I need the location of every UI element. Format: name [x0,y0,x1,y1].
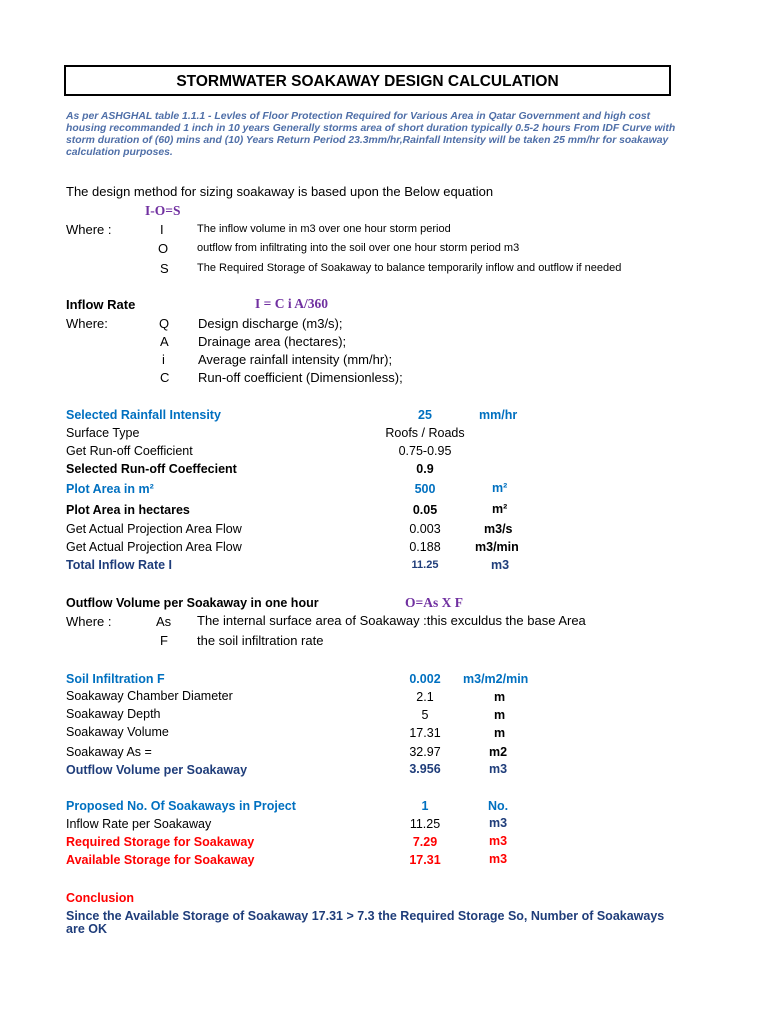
outflow-var-description: the soil infiltration rate [197,633,324,648]
inflow-equation: I = C i A/360 [255,296,328,311]
inflow-var-symbol: C [160,370,170,385]
conclusion-text: Since the Available Storage of Soakaway 17.31 > 7.3 the Required Storage So, Number of Soakaways are OK [66,909,665,936]
calc-value-proposed-soakaways: 1 [421,799,429,813]
calc-value-rainfall-intensity: 25 [418,408,432,422]
calc-unit-soakaway-as: m2 [489,745,508,759]
calc-unit-available-storage: m3 [489,852,508,866]
outflow-var-symbol: As [156,614,172,629]
calc-label-runoff-coefficient: Get Run-off Coefficient [66,444,193,458]
calc-label-total-inflow: Total Inflow Rate I [66,558,173,572]
outflow-label: Outflow Volume per Soakaway in one hour [66,596,319,610]
calc-label-plot-area-m2: Plot Area in m² [66,482,154,496]
calc-label-surface-type: Surface Type [66,426,140,440]
calc-label-projection-flow-s: Get Actual Projection Area Flow [66,522,242,536]
outflow-where-label: Where : [66,614,112,629]
calc-label-soakaway-as: Soakaway As = [66,745,152,759]
calc-value-soil-infiltration: 0.002 [409,672,441,686]
calc-value-inflow-per-soakaway: 11.25 [409,817,441,831]
calc-value-chamber-diameter: 2.1 [416,690,434,704]
calc-unit-soakaway-volume: m [494,726,506,740]
calc-value-soakaway-volume: 17.31 [409,726,441,740]
inflow-var-description: Run-off coefficient (Dimensionless); [198,370,403,385]
inflow-var-symbol: i [162,352,165,367]
inflow-var-description: Design discharge (m3/s); [198,316,343,331]
calc-label-rainfall-intensity: Selected Rainfall Intensity [66,408,221,422]
calc-value-required-storage: 7.29 [412,835,438,849]
calc-unit-outflow-volume: m3 [489,762,508,776]
calc-label-selected-runoff: Selected Run-off Coeffecient [66,462,237,476]
inflow-var-description: Average rainfall intensity (mm/hr); [198,352,393,367]
calc-label-soil-infiltration: Soil Infiltration F [66,672,165,686]
calc-unit-plot-area-m2: m² [492,481,508,495]
method-where-label: Where : [66,222,112,237]
calc-label-available-storage: Available Storage for Soakaway [66,853,255,867]
calc-value-runoff-coefficient: 0.75-0.95 [398,444,452,458]
method-var-symbol: O [158,241,169,256]
calc-label-required-storage: Required Storage for Soakaway [66,835,255,849]
calc-value-total-inflow: 11.25 [411,559,439,571]
calc-value-available-storage: 17.31 [409,853,441,867]
method-var-symbol: S [160,261,169,276]
calc-unit-required-storage: m3 [489,834,508,848]
calc-unit-projection-flow-s: m3/s [484,522,513,536]
calc-unit-rainfall-intensity: mm/hr [479,408,518,422]
calc-value-projection-flow-min: 0.188 [409,540,441,554]
method-var-description: The inflow volume in m3 over one hour storm period [197,223,451,235]
outflow-var-symbol: F [160,633,168,648]
calc-unit-projection-flow-min: m3/min [475,540,519,554]
calc-value-soakaway-as: 32.97 [409,745,441,759]
calc-value-soakaway-depth: 5 [421,708,429,722]
calc-label-inflow-per-soakaway: Inflow Rate per Soakaway [66,817,212,831]
calc-unit-soil-infiltration: m3/m2/min [463,672,529,686]
page-title: STORMWATER SOAKAWAY DESIGN CALCULATION [64,65,671,96]
calc-value-plot-area-hectares: 0.05 [412,503,438,517]
calc-label-projection-flow-min: Get Actual Projection Area Flow [66,540,242,554]
calc-label-proposed-soakaways: Proposed No. Of Soakaways in Project [66,799,296,813]
outflow-equation: O=As X F [405,595,463,610]
calc-unit-chamber-diameter: m [494,690,506,704]
calc-unit-plot-area-hectares: m² [492,502,508,516]
calc-label-soakaway-depth: Soakaway Depth [66,707,161,721]
inflow-where-label: Where: [66,316,108,331]
calc-value-surface-type: Roofs / Roads [385,426,465,440]
calc-value-projection-flow-s: 0.003 [409,522,441,536]
intro-paragraph: As per ASHGHAL table 1.1.1 - Levles of Floor Protection Required for Various Area in Qatar Government and high cost housing recommanded 1 inch in 10 years Generally storms area of short duration typically 0.5-2 hours From IDF Curve with storm duration of (60) mins and (10) Years Return Period 23.3mm/hr,Rainfall Intensity will be taken 25 mm/hr for soakaway calculation purposes. [66,111,676,158]
calc-unit-total-inflow: m3 [491,558,510,572]
calc-label-plot-area-hectares: Plot Area in hectares [66,503,190,517]
calc-value-selected-runoff: 0.9 [416,462,434,476]
outflow-var-description: The internal surface area of Soakaway :this exculdus the base Area [197,613,586,628]
method-equation: I-O=S [145,203,181,218]
method-var-description: outflow from infiltrating into the soil over one hour storm period m3 [197,242,520,254]
inflow-var-symbol: Q [159,316,170,331]
method-heading: The design method for sizing soakaway is based upon the Below equation [66,184,494,199]
method-var-symbol: I [160,222,164,237]
calc-label-chamber-diameter: Soakaway Chamber Diameter [66,689,233,703]
inflow-var-symbol: A [160,334,169,349]
calc-label-outflow-volume: Outflow Volume per Soakaway [66,763,248,777]
calc-value-outflow-volume: 3.956 [409,762,441,776]
calc-label-soakaway-volume: Soakaway Volume [66,725,169,739]
inflow-var-description: Drainage area (hectares); [198,334,347,349]
calc-unit-proposed-soakaways: No. [488,799,509,813]
calc-unit-soakaway-depth: m [494,708,506,722]
calc-value-plot-area-m2: 500 [414,482,436,496]
method-var-description: The Required Storage of Soakaway to balance temporarily inflow and outflow if needed [197,262,622,274]
conclusion-heading: Conclusion [66,891,135,905]
inflow-label: Inflow Rate [66,297,136,312]
calc-unit-inflow-per-soakaway: m3 [489,816,508,830]
